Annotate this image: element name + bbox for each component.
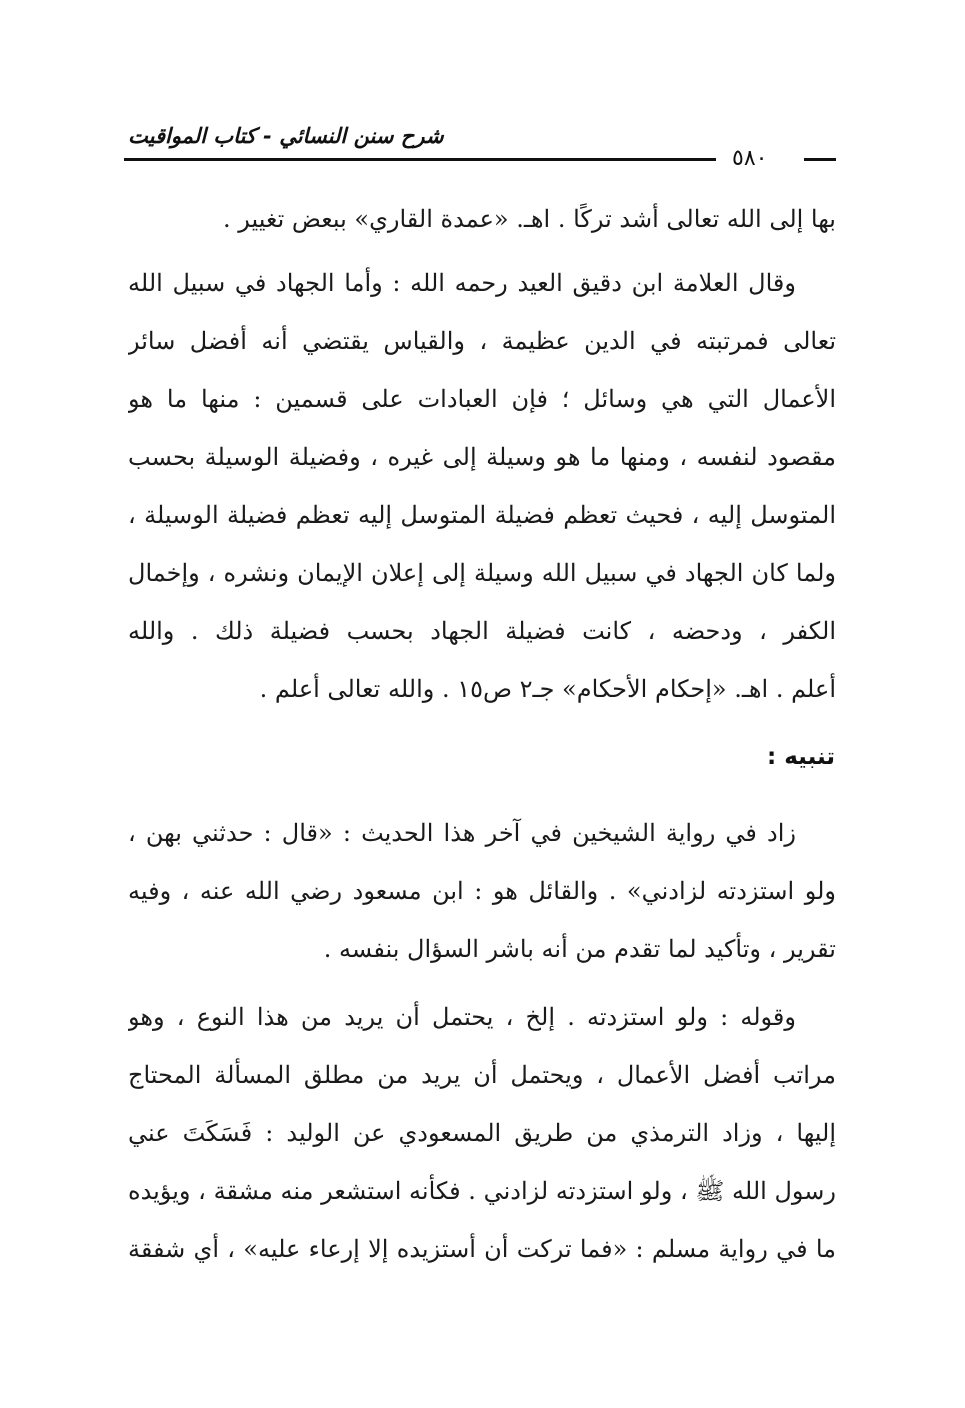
text-line: وقال العلامة ابن دقيق العيد رحمه الله : وأما الجهاد في سبيل الله xyxy=(128,269,796,297)
text-line: الأعمال التي هي وسائل ؛ فإن العبادات على قسمين : منها ما هو xyxy=(128,385,836,413)
text-line: ما في رواية مسلم : «فما تركت أن أستزيده إلا إرعاء عليه» ، أي شفقة xyxy=(128,1235,836,1263)
running-header-title: شرح سنن النسائي - كتاب المواقيت xyxy=(128,124,444,148)
text-line: رسول الله ﷺ ، ولو استزدته لزادني . فكأنه استشعر منه مشقة ، ويؤيده xyxy=(128,1177,836,1205)
page-number-dash xyxy=(804,158,836,161)
text-line: بها إلى الله تعالى أشد تركًا . اهـ. «عمدة القاري» ببعض تغيير . xyxy=(223,205,836,233)
text-line: الكفر ، ودحضه ، كانت فضيلة الجهاد بحسب فضيلة ذلك . والله xyxy=(128,617,836,645)
paragraph-4 xyxy=(128,988,836,1278)
text-line: تعالى فمرتبته في الدين عظيمة ، والقياس يقتضي أنه أفضل سائر xyxy=(128,327,836,355)
text-line: ولما كان الجهاد في سبيل الله وسيلة إلى إعلان الإيمان ونشره ، وإخمال xyxy=(128,559,836,587)
text-line: ولو استزدته لزادني» . والقائل هو : ابن مسعود رضي الله عنه ، وفيه xyxy=(128,877,836,905)
text-line: مراتب أفضل الأعمال ، ويحتمل أن يريد من مطلق المسألة المحتاج xyxy=(128,1061,836,1089)
text-line: وقوله : ولو استزدته . إلخ ، يحتمل أن يريد من هذا النوع ، وهو xyxy=(128,1003,796,1031)
paragraph-2 xyxy=(128,254,836,718)
text-line: زاد في رواية الشيخين في آخر هذا الحديث : «قال : حدثني بهن ، xyxy=(128,819,796,847)
page-number: ٥٨٠ xyxy=(732,146,768,171)
text-line: إليها ، وزاد الترمذي من طريق المسعودي عن الوليد : فَسَكَتَ عني xyxy=(128,1119,836,1147)
text-line: تقرير ، وتأكيد لما تقدم من أنه باشر السؤال بنفسه . xyxy=(323,935,836,963)
paragraph-1 xyxy=(128,190,836,248)
text-line: أعلم . اهـ. «إحكام الأحكام» جـ٢ ص١٥ . والله تعالى أعلم . xyxy=(259,675,836,703)
section-heading: تنبيه : xyxy=(767,744,835,770)
header-rule xyxy=(124,158,716,161)
text-line: المتوسل إليه ، فحيث تعظم فضيلة المتوسل إليه تعظم فضيلة الوسيلة ، xyxy=(128,501,836,529)
text-line: مقصود لنفسه ، ومنها ما هو وسيلة إلى غيره ، وفضيلة الوسيلة بحسب xyxy=(128,443,836,471)
paragraph-3 xyxy=(128,804,836,978)
